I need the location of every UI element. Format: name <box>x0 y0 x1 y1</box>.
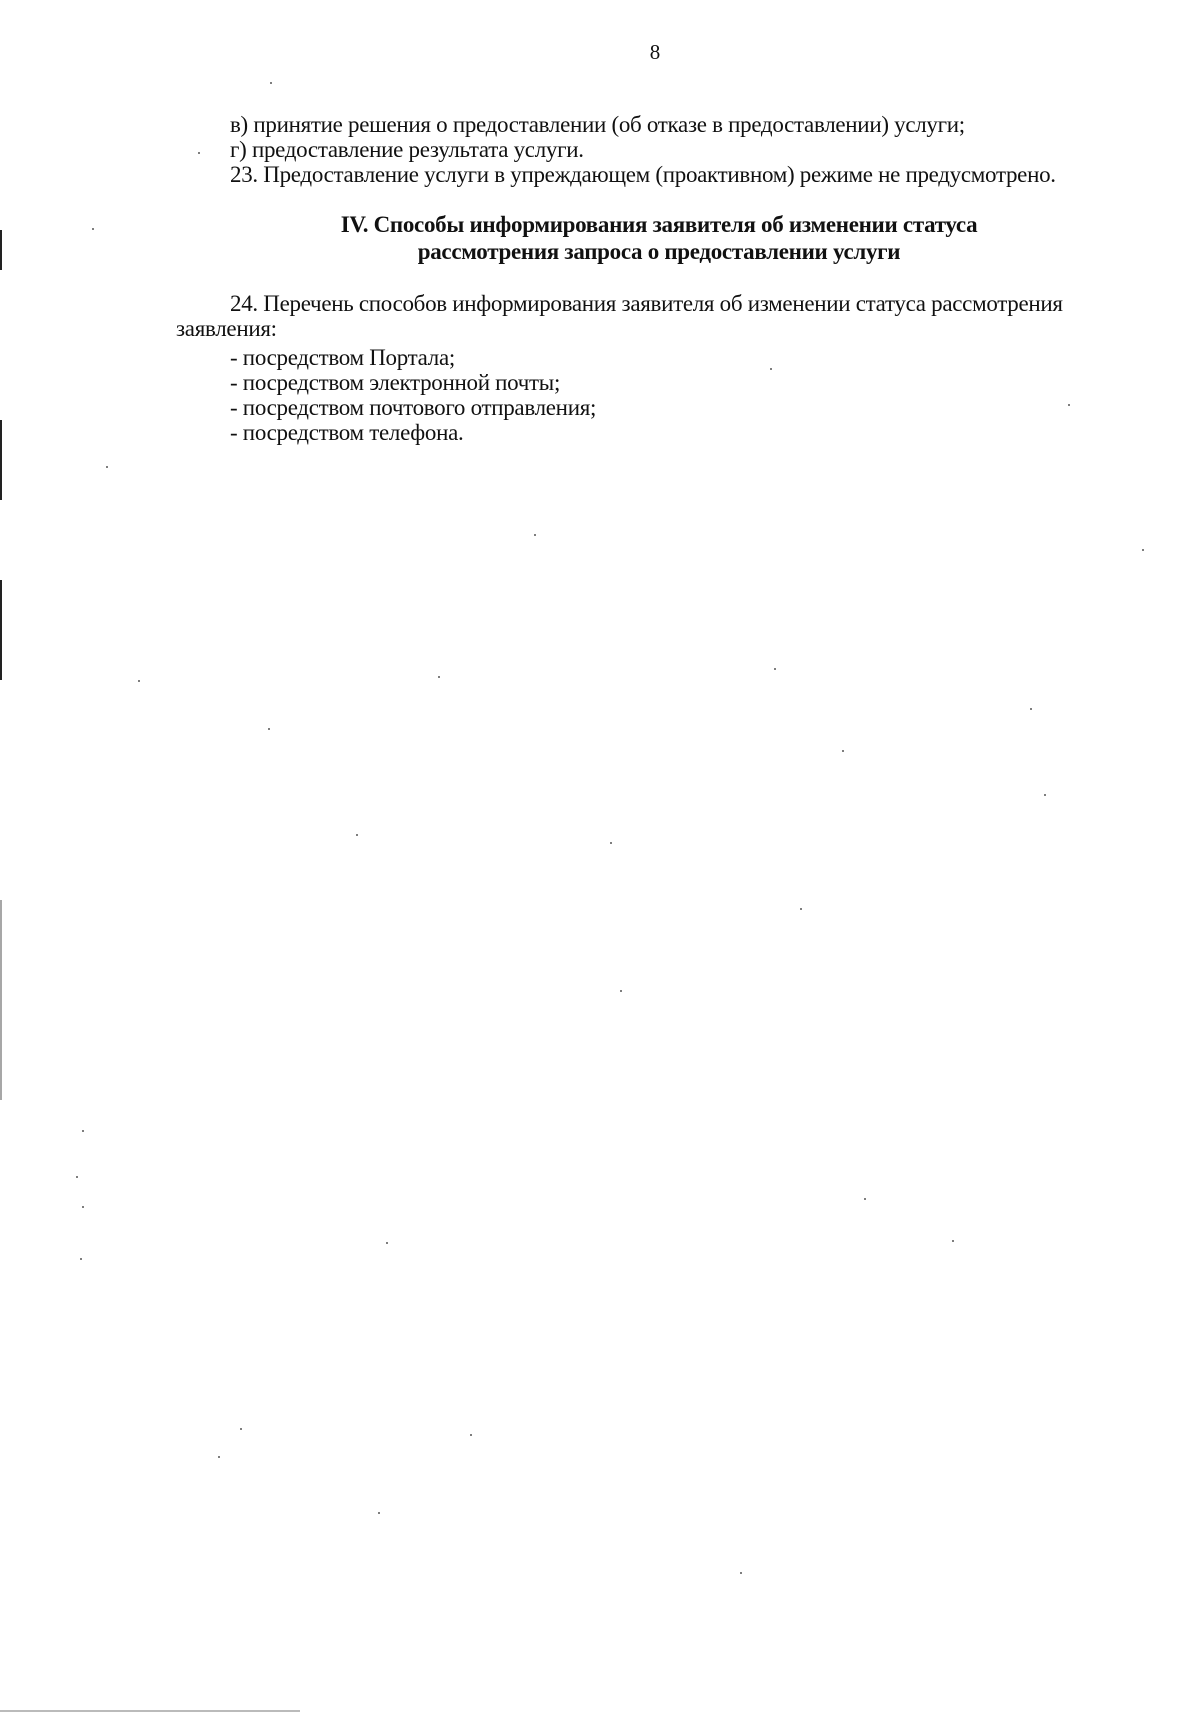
scan-speck <box>82 1206 84 1208</box>
scan-speck <box>842 750 844 752</box>
list-item: - посредством почтового отправления; <box>230 395 597 420</box>
list-item: в) принятие решения о предоставлении (об отказе в предоставлении) услуги; <box>230 112 965 137</box>
paragraph-24: 24. Перечень способов информирования заявителя об изменении статуса рассмотрения заявления: <box>176 291 1063 341</box>
section-heading-line: рассмотрения запроса о предоставлении услуги <box>417 239 901 264</box>
page-number: 8 <box>649 40 661 64</box>
scan-speck <box>240 1428 242 1430</box>
scan-speck <box>82 1130 84 1132</box>
scan-speck <box>1030 708 1032 710</box>
scan-speck <box>80 1258 82 1260</box>
scan-speck <box>270 82 272 84</box>
list-item: г) предоставление результата услуги. <box>230 137 584 162</box>
scan-speck <box>1044 794 1046 796</box>
scan-speck <box>106 466 108 468</box>
scan-speck <box>952 1240 954 1242</box>
scan-speck <box>438 676 440 678</box>
scan-speck <box>774 668 776 670</box>
scan-speck <box>740 1572 742 1574</box>
list-item: - посредством телефона. <box>230 420 464 445</box>
scan-speck <box>620 990 622 992</box>
scan-speck <box>138 680 140 682</box>
scan-speck <box>534 534 536 536</box>
scan-edge-mark <box>0 900 2 1100</box>
scan-speck <box>356 834 358 836</box>
document-body <box>176 112 1142 445</box>
list-item: 23. Предоставление услуги в упреждающем (проактивном) режиме не предусмотрено. <box>230 162 1056 187</box>
section-heading <box>176 211 1142 265</box>
scan-speck <box>268 728 270 730</box>
scan-speck <box>610 842 612 844</box>
scan-speck <box>218 1456 220 1458</box>
scan-speck <box>76 1176 78 1178</box>
scan-speck <box>864 1198 866 1200</box>
scan-speck <box>800 908 802 910</box>
scan-speck <box>92 228 94 230</box>
section-heading-line: IV. Способы информирования заявителя об изменении статуса <box>340 212 978 237</box>
scan-edge-mark <box>0 580 2 680</box>
notification-methods-list <box>176 345 1142 445</box>
scan-speck <box>378 1512 380 1514</box>
scan-edge-mark <box>0 420 2 500</box>
scan-speck <box>1142 549 1144 551</box>
scan-speck <box>470 1434 472 1436</box>
list-item: - посредством электронной почты; <box>230 370 561 395</box>
list-item: - посредством Портала; <box>230 345 455 370</box>
scan-speck <box>386 1242 388 1244</box>
scan-edge-mark <box>0 230 2 270</box>
